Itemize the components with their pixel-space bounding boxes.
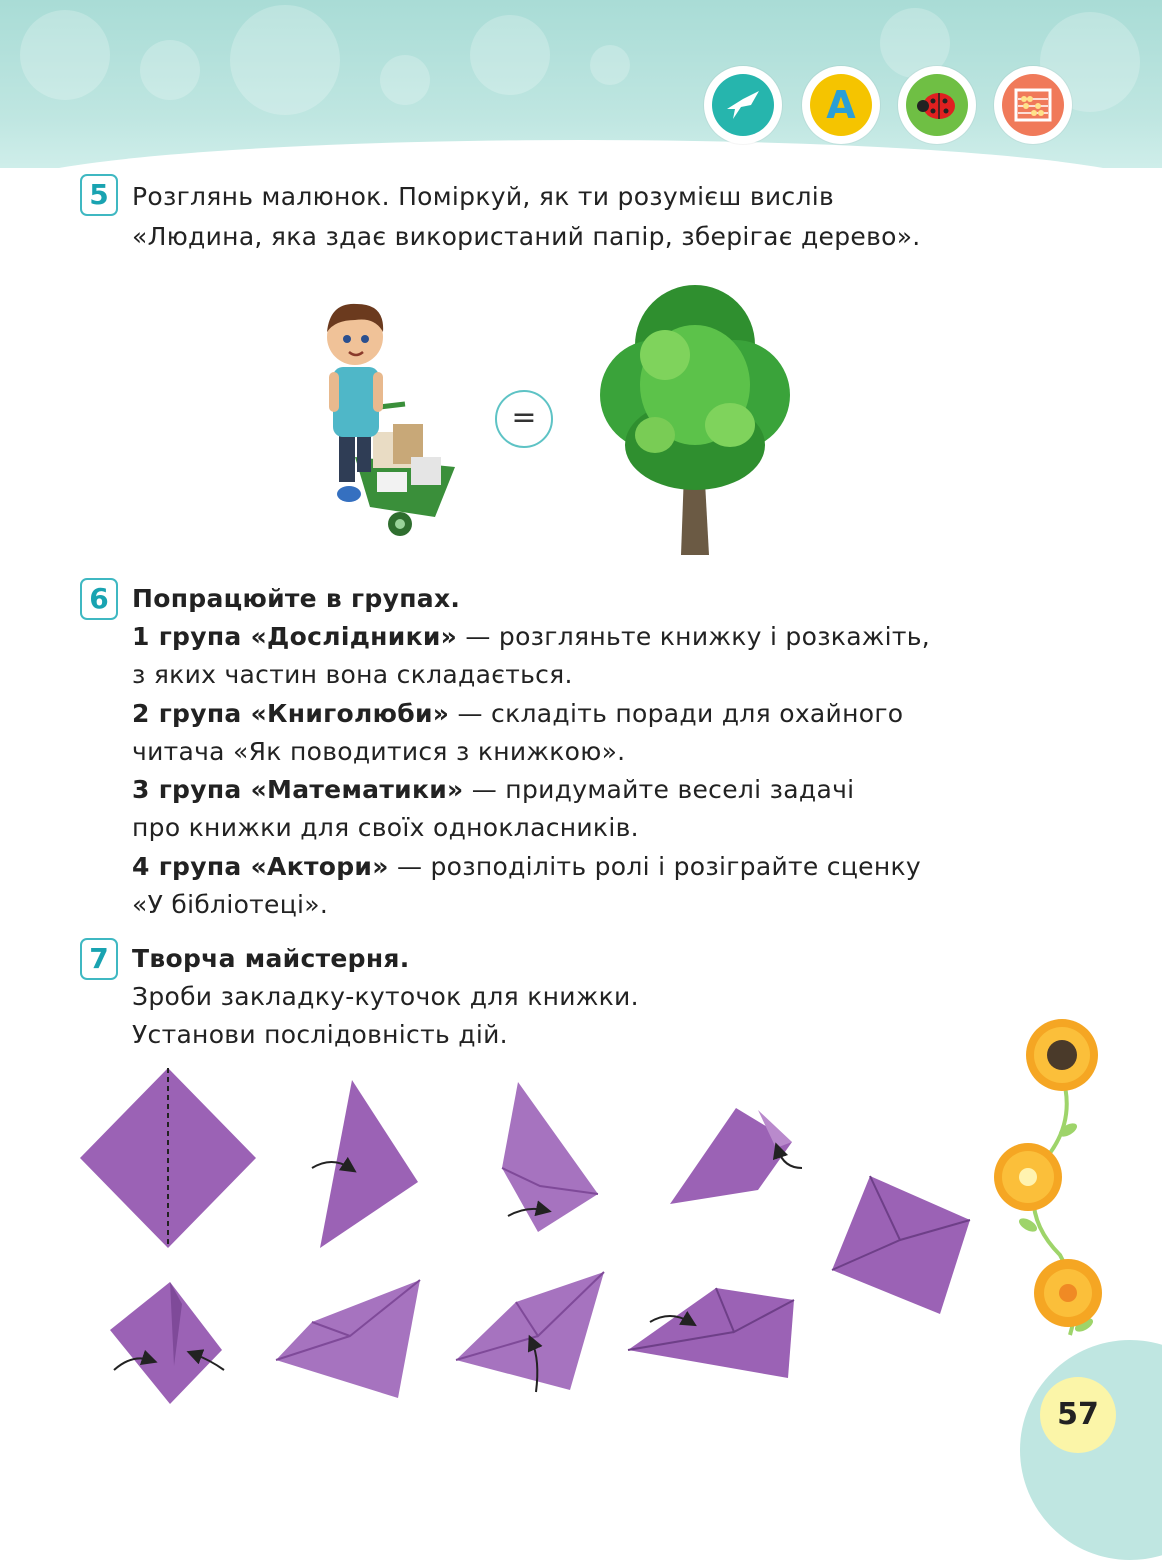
ladybug-icon	[898, 66, 976, 144]
group-1-line1	[132, 618, 930, 657]
tree-illustration	[595, 275, 795, 560]
group-3-line1	[132, 771, 854, 810]
task-7-line1: Зроби закладку-куточок для книжки.	[132, 982, 639, 1011]
group-4-text: — розподіліть ролі і розіграйте сценку	[388, 852, 921, 881]
group-3-text: — придумайте веселі задачі	[463, 775, 855, 804]
abacus-icon	[994, 66, 1072, 144]
group-2-line2: читача «Як поводитися з книжкою».	[132, 737, 626, 766]
task-number: 5	[80, 174, 118, 216]
sunflower-icon	[1026, 1019, 1098, 1091]
origami-step-4	[670, 1108, 802, 1204]
boy-with-wheelbarrow-illustration	[315, 292, 465, 542]
group-3-line2: про книжки для своїх однокласників.	[132, 813, 639, 842]
task-number: 7	[80, 938, 118, 980]
origami-step-3	[502, 1082, 598, 1232]
letter-a-icon	[802, 66, 880, 144]
letter-a-label: A	[826, 83, 856, 127]
group-4-line1	[132, 848, 921, 887]
group-1-text: — розгляньте книжку і розкажіть,	[457, 622, 931, 651]
task-number: 6	[80, 578, 118, 620]
origami-step-2	[312, 1080, 418, 1248]
task-6-title: Попрацюйте в групах.	[132, 584, 461, 613]
bird-icon	[704, 66, 782, 144]
group-2-line1	[132, 695, 903, 734]
sunflower-icon	[994, 1143, 1062, 1211]
task-5-line2: «Людина, яка здає використаний папір, зберігає дерево».	[132, 222, 921, 251]
origami-step-9	[628, 1288, 794, 1378]
origami-steps-illustration	[70, 1060, 1050, 1420]
sunflower-icon	[1034, 1259, 1102, 1327]
sunflowers-decoration	[990, 1015, 1120, 1345]
group-4-line2: «У бібліотеці».	[132, 890, 329, 919]
group-1-label: 1 група «Дослідники»	[132, 622, 458, 651]
task-5-line1: Розглянь малюнок. Поміркуй, як ти розумієш вислів	[132, 182, 835, 211]
group-2-text: — складіть поради для охайного	[449, 699, 904, 728]
group-3-label: 3 група «Математики»	[132, 775, 464, 804]
origami-step-5	[832, 1176, 970, 1314]
origami-step-1	[80, 1068, 256, 1248]
group-1-line2: з яких частин вона складається.	[132, 660, 573, 689]
task-7-title: Творча майстерня.	[132, 944, 410, 973]
origami-step-6	[110, 1282, 224, 1404]
page-number: 57	[1040, 1377, 1116, 1453]
origami-step-7	[276, 1280, 420, 1398]
equals-sign: =	[495, 390, 553, 448]
origami-step-8	[456, 1272, 604, 1392]
group-2-label: 2 група «Книголюби»	[132, 699, 450, 728]
group-4-label: 4 група «Актори»	[132, 852, 389, 881]
task-7-line2: Установи послідовність дій.	[132, 1020, 508, 1049]
